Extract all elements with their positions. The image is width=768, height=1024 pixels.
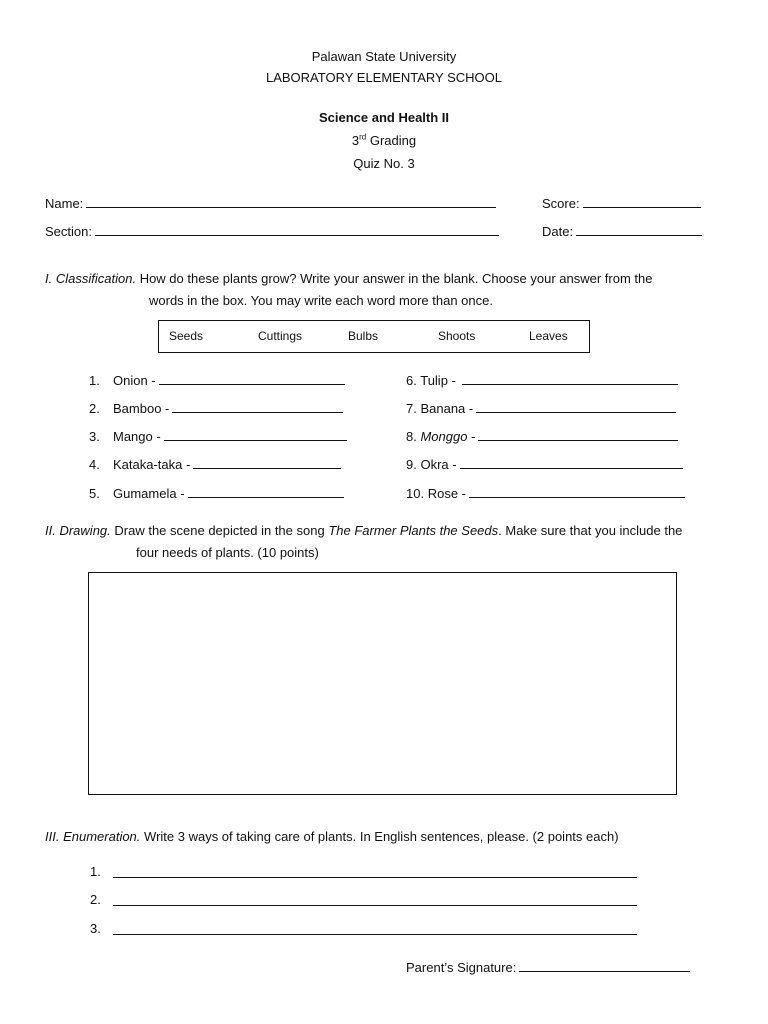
enumeration-number: 1.: [90, 864, 101, 879]
part3-numeral: III.: [45, 829, 60, 844]
item-label-suffix: -: [467, 429, 476, 444]
answer-blank[interactable]: [188, 485, 344, 498]
date-field: [542, 223, 702, 239]
list-item: [89, 456, 341, 472]
list-item: [406, 456, 683, 472]
part2-title: Drawing.: [59, 523, 111, 538]
item-label: Rose -: [427, 486, 466, 501]
answer-blank[interactable]: [172, 400, 343, 413]
word-box-leaves: Leaves: [529, 329, 568, 343]
answer-blank[interactable]: [478, 428, 678, 441]
word-box-seeds: Seeds: [169, 329, 204, 343]
item-label: Mango -: [113, 429, 161, 444]
item-label: Gumamela -: [113, 486, 185, 501]
list-item: [406, 485, 685, 501]
item-label: Onion -: [113, 373, 156, 388]
grading-line: [0, 133, 768, 148]
list-item: [406, 372, 678, 388]
parent-signature-field: [406, 959, 690, 975]
part2-instruction: [45, 523, 682, 538]
signature-blank[interactable]: [519, 959, 690, 972]
date-label: Date:: [542, 224, 574, 239]
grading-word: Grading: [369, 133, 417, 148]
parent-signature-label: Parent’s Signature:: [406, 960, 517, 975]
section-field: [45, 223, 499, 239]
item-number: 6.: [406, 373, 417, 388]
part1-instruction-line2: words in the box. You may write each word more than once.: [149, 293, 493, 308]
item-number: 5.: [89, 486, 100, 501]
item-number: 2.: [89, 401, 100, 416]
part3-instruction-text: Write 3 ways of taking care of plants. In English sentences, please. (2 points each): [144, 829, 619, 844]
list-item: [406, 428, 678, 444]
answer-blank[interactable]: [460, 456, 683, 469]
word-box-shoots: Shoots: [438, 329, 476, 343]
list-item: [406, 400, 676, 416]
list-item: [89, 372, 345, 388]
score-blank[interactable]: [583, 195, 701, 208]
item-number: 1.: [89, 373, 100, 388]
item-label: Okra -: [420, 457, 457, 472]
answer-blank[interactable]: [469, 485, 685, 498]
enumeration-line[interactable]: [113, 877, 637, 878]
answer-blank[interactable]: [164, 428, 347, 441]
section-label: Section:: [45, 224, 92, 239]
part1-instruction: [45, 271, 652, 286]
answer-blank[interactable]: [476, 400, 676, 413]
grading-number: 3: [351, 133, 360, 148]
list-item: [89, 428, 347, 444]
enumeration-number: 3.: [90, 921, 101, 936]
item-number: 3.: [89, 429, 100, 444]
item-label: Tulip -: [420, 373, 456, 388]
item-number: 4.: [89, 457, 100, 472]
word-box-cuttings: Cuttings: [258, 329, 303, 343]
enumeration-number: 2.: [90, 892, 101, 907]
part2-instruction-line2: four needs of plants. (10 points): [136, 545, 319, 560]
quiz-number: Quiz No. 3: [353, 156, 415, 171]
item-label: Banana -: [420, 401, 474, 416]
subject-title: Science and Health II: [318, 110, 450, 125]
word-box: [158, 320, 590, 353]
part2-instruction-tail: . Make sure that you include the: [498, 523, 683, 538]
item-number: 9.: [406, 457, 417, 472]
drawing-box[interactable]: [88, 572, 677, 795]
item-number: 8.: [406, 429, 417, 444]
list-item: [89, 485, 344, 501]
answer-blank[interactable]: [159, 372, 345, 385]
name-field: [45, 195, 496, 211]
university-name: Palawan State University: [311, 49, 457, 64]
enumeration-line[interactable]: [113, 934, 637, 935]
part1-instruction-text: How do these plants grow? Write your answer in the blank. Choose your answer from the: [139, 271, 653, 286]
part1-title: Classification.: [55, 271, 137, 286]
part3-instruction: [45, 829, 619, 844]
grading-suffix: rd: [359, 132, 367, 142]
list-item: [89, 400, 343, 416]
section-blank[interactable]: [95, 223, 499, 236]
answer-blank[interactable]: [462, 372, 678, 385]
item-number: 10.: [406, 486, 425, 501]
part2-numeral: II.: [45, 523, 56, 538]
part1-numeral: I.: [45, 271, 53, 286]
name-blank[interactable]: [86, 195, 496, 208]
item-number: 7.: [406, 401, 417, 416]
item-label: Bamboo -: [113, 401, 170, 416]
name-label: Name:: [45, 196, 84, 211]
part3-title: Enumeration.: [63, 829, 141, 844]
score-label: Score:: [542, 196, 580, 211]
enumeration-line[interactable]: [113, 905, 637, 906]
school-name: LABORATORY ELEMENTARY SCHOOL: [265, 70, 502, 85]
item-label: Kataka-taka -: [113, 457, 191, 472]
item-label: Monggo: [420, 429, 468, 444]
word-box-bulbs: Bulbs: [348, 329, 379, 343]
answer-blank[interactable]: [193, 456, 341, 469]
part2-instruction-text: Draw the scene depicted in the song: [114, 523, 325, 538]
date-blank[interactable]: [576, 223, 702, 236]
score-field: [542, 195, 701, 211]
song-title: The Farmer Plants the Seeds: [328, 523, 499, 538]
